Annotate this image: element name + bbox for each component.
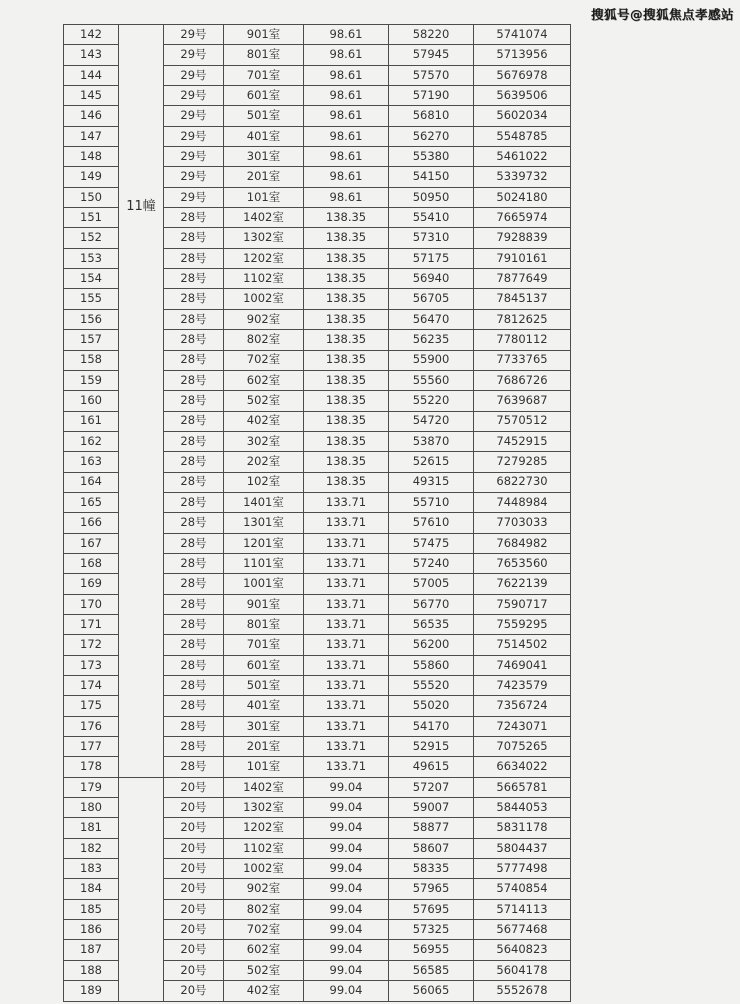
cell-area: 98.61 xyxy=(304,147,389,167)
cell-area: 99.04 xyxy=(304,899,389,919)
cell-row-no: 162 xyxy=(64,431,119,451)
cell-unit-price: 55410 xyxy=(389,208,474,228)
cell-room-no: 1302室 xyxy=(224,798,304,818)
cell-total-price: 5665781 xyxy=(474,777,571,797)
cell-total-price: 7356724 xyxy=(474,696,571,716)
cell-unit-no: 20号 xyxy=(164,859,224,879)
cell-area: 99.04 xyxy=(304,777,389,797)
cell-room-no: 902室 xyxy=(224,879,304,899)
cell-row-no: 182 xyxy=(64,838,119,858)
cell-unit-price: 59007 xyxy=(389,798,474,818)
cell-area: 133.71 xyxy=(304,513,389,533)
cell-row-no: 152 xyxy=(64,228,119,248)
cell-room-no: 801室 xyxy=(224,45,304,65)
cell-area: 99.04 xyxy=(304,960,389,980)
cell-unit-no: 28号 xyxy=(164,269,224,289)
cell-total-price: 7452915 xyxy=(474,431,571,451)
cell-total-price: 5714113 xyxy=(474,899,571,919)
cell-row-no: 148 xyxy=(64,147,119,167)
cell-area: 99.04 xyxy=(304,920,389,940)
cell-row-no: 160 xyxy=(64,391,119,411)
cell-unit-price: 56770 xyxy=(389,594,474,614)
cell-total-price: 7075265 xyxy=(474,737,571,757)
cell-unit-price: 53870 xyxy=(389,431,474,451)
cell-unit-no: 20号 xyxy=(164,960,224,980)
cell-room-no: 1101室 xyxy=(224,553,304,573)
cell-total-price: 7910161 xyxy=(474,248,571,268)
cell-total-price: 5639506 xyxy=(474,86,571,106)
cell-room-no: 502室 xyxy=(224,960,304,980)
cell-row-no: 142 xyxy=(64,25,119,45)
cell-unit-price: 55520 xyxy=(389,676,474,696)
cell-total-price: 7590717 xyxy=(474,594,571,614)
cell-unit-no: 20号 xyxy=(164,940,224,960)
cell-total-price: 5552678 xyxy=(474,981,571,1001)
cell-row-no: 147 xyxy=(64,126,119,146)
cell-row-no: 187 xyxy=(64,940,119,960)
cell-unit-price: 55560 xyxy=(389,370,474,390)
cell-building xyxy=(119,25,164,778)
cell-unit-no: 20号 xyxy=(164,920,224,940)
cell-room-no: 402室 xyxy=(224,411,304,431)
cell-unit-no: 29号 xyxy=(164,86,224,106)
cell-unit-no: 28号 xyxy=(164,696,224,716)
cell-unit-no: 28号 xyxy=(164,716,224,736)
cell-room-no: 602室 xyxy=(224,940,304,960)
cell-unit-no: 29号 xyxy=(164,147,224,167)
cell-area: 98.61 xyxy=(304,65,389,85)
cell-unit-price: 57240 xyxy=(389,553,474,573)
cell-area: 99.04 xyxy=(304,940,389,960)
cell-row-no: 159 xyxy=(64,370,119,390)
cell-unit-price: 55020 xyxy=(389,696,474,716)
cell-row-no: 178 xyxy=(64,757,119,777)
cell-room-no: 902室 xyxy=(224,309,304,329)
cell-area: 133.71 xyxy=(304,716,389,736)
cell-unit-no: 28号 xyxy=(164,635,224,655)
cell-unit-price: 56585 xyxy=(389,960,474,980)
cell-unit-no: 29号 xyxy=(164,25,224,45)
cell-row-no: 173 xyxy=(64,655,119,675)
table-row xyxy=(64,777,571,797)
cell-room-no: 1402室 xyxy=(224,208,304,228)
cell-room-no: 701室 xyxy=(224,635,304,655)
cell-unit-price: 56470 xyxy=(389,309,474,329)
cell-room-no: 1102室 xyxy=(224,269,304,289)
cell-unit-price: 58220 xyxy=(389,25,474,45)
cell-unit-price: 55380 xyxy=(389,147,474,167)
cell-room-no: 201室 xyxy=(224,167,304,187)
cell-total-price: 5713956 xyxy=(474,45,571,65)
cell-unit-no: 28号 xyxy=(164,594,224,614)
cell-total-price: 7845137 xyxy=(474,289,571,309)
cell-total-price: 7653560 xyxy=(474,553,571,573)
cell-unit-price: 56065 xyxy=(389,981,474,1001)
cell-unit-no: 29号 xyxy=(164,126,224,146)
cell-total-price: 7622139 xyxy=(474,574,571,594)
cell-unit-no: 28号 xyxy=(164,513,224,533)
cell-total-price: 7812625 xyxy=(474,309,571,329)
cell-unit-price: 55710 xyxy=(389,492,474,512)
cell-room-no: 702室 xyxy=(224,350,304,370)
cell-unit-no: 28号 xyxy=(164,452,224,472)
cell-unit-no: 20号 xyxy=(164,838,224,858)
cell-row-no: 171 xyxy=(64,614,119,634)
cell-row-no: 169 xyxy=(64,574,119,594)
cell-unit-no: 28号 xyxy=(164,676,224,696)
cell-unit-price: 56940 xyxy=(389,269,474,289)
cell-row-no: 156 xyxy=(64,309,119,329)
cell-room-no: 1202室 xyxy=(224,818,304,838)
cell-row-no: 166 xyxy=(64,513,119,533)
cell-total-price: 5741074 xyxy=(474,25,571,45)
cell-area: 138.35 xyxy=(304,391,389,411)
cell-total-price: 7733765 xyxy=(474,350,571,370)
cell-total-price: 5676978 xyxy=(474,65,571,85)
cell-room-no: 501室 xyxy=(224,106,304,126)
cell-unit-price: 56235 xyxy=(389,330,474,350)
cell-total-price: 5740854 xyxy=(474,879,571,899)
cell-total-price: 7928839 xyxy=(474,228,571,248)
cell-row-no: 176 xyxy=(64,716,119,736)
cell-room-no: 401室 xyxy=(224,696,304,716)
cell-area: 99.04 xyxy=(304,798,389,818)
cell-row-no: 175 xyxy=(64,696,119,716)
cell-unit-price: 57475 xyxy=(389,533,474,553)
cell-area: 133.71 xyxy=(304,574,389,594)
cell-room-no: 501室 xyxy=(224,676,304,696)
cell-room-no: 1202室 xyxy=(224,248,304,268)
cell-row-no: 170 xyxy=(64,594,119,614)
cell-room-no: 602室 xyxy=(224,370,304,390)
cell-room-no: 1302室 xyxy=(224,228,304,248)
cell-unit-price: 56955 xyxy=(389,940,474,960)
cell-total-price: 7514502 xyxy=(474,635,571,655)
cell-unit-price: 58607 xyxy=(389,838,474,858)
cell-total-price: 5640823 xyxy=(474,940,571,960)
cell-area: 99.04 xyxy=(304,818,389,838)
cell-area: 133.71 xyxy=(304,757,389,777)
cell-total-price: 5777498 xyxy=(474,859,571,879)
cell-area: 138.35 xyxy=(304,309,389,329)
cell-unit-price: 56270 xyxy=(389,126,474,146)
cell-row-no: 165 xyxy=(64,492,119,512)
cell-total-price: 5602034 xyxy=(474,106,571,126)
cell-total-price: 7469041 xyxy=(474,655,571,675)
cell-total-price: 7780112 xyxy=(474,330,571,350)
cell-unit-price: 56810 xyxy=(389,106,474,126)
cell-area: 99.04 xyxy=(304,838,389,858)
cell-area: 98.61 xyxy=(304,167,389,187)
cell-unit-price: 54170 xyxy=(389,716,474,736)
cell-unit-no: 20号 xyxy=(164,798,224,818)
cell-total-price: 5844053 xyxy=(474,798,571,818)
cell-area: 138.35 xyxy=(304,289,389,309)
cell-area: 133.71 xyxy=(304,533,389,553)
cell-area: 98.61 xyxy=(304,126,389,146)
cell-area: 98.61 xyxy=(304,106,389,126)
cell-room-no: 601室 xyxy=(224,86,304,106)
cell-row-no: 179 xyxy=(64,777,119,797)
cell-row-no: 154 xyxy=(64,269,119,289)
cell-room-no: 1401室 xyxy=(224,492,304,512)
cell-total-price: 7448984 xyxy=(474,492,571,512)
cell-unit-no: 20号 xyxy=(164,818,224,838)
cell-room-no: 301室 xyxy=(224,716,304,736)
cell-total-price: 5831178 xyxy=(474,818,571,838)
cell-unit-no: 28号 xyxy=(164,289,224,309)
cell-area: 138.35 xyxy=(304,330,389,350)
cell-row-no: 157 xyxy=(64,330,119,350)
cell-unit-price: 56535 xyxy=(389,614,474,634)
cell-area: 138.35 xyxy=(304,472,389,492)
cell-area: 133.71 xyxy=(304,696,389,716)
cell-unit-no: 28号 xyxy=(164,431,224,451)
cell-area: 138.35 xyxy=(304,411,389,431)
cell-total-price: 7423579 xyxy=(474,676,571,696)
cell-area: 133.71 xyxy=(304,492,389,512)
table-row xyxy=(64,25,571,45)
cell-area: 98.61 xyxy=(304,45,389,65)
cell-area: 98.61 xyxy=(304,25,389,45)
cell-row-no: 163 xyxy=(64,452,119,472)
cell-unit-no: 28号 xyxy=(164,228,224,248)
cell-total-price: 5604178 xyxy=(474,960,571,980)
cell-unit-no: 20号 xyxy=(164,899,224,919)
cell-unit-price: 56705 xyxy=(389,289,474,309)
cell-row-no: 189 xyxy=(64,981,119,1001)
cell-room-no: 802室 xyxy=(224,330,304,350)
cell-unit-price: 54150 xyxy=(389,167,474,187)
cell-total-price: 7703033 xyxy=(474,513,571,533)
cell-unit-price: 57310 xyxy=(389,228,474,248)
cell-room-no: 1002室 xyxy=(224,859,304,879)
cell-unit-no: 20号 xyxy=(164,981,224,1001)
cell-row-no: 174 xyxy=(64,676,119,696)
cell-row-no: 188 xyxy=(64,960,119,980)
cell-room-no: 1201室 xyxy=(224,533,304,553)
cell-unit-price: 57945 xyxy=(389,45,474,65)
cell-total-price: 7279285 xyxy=(474,452,571,472)
cell-row-no: 167 xyxy=(64,533,119,553)
cell-row-no: 149 xyxy=(64,167,119,187)
cell-unit-price: 55900 xyxy=(389,350,474,370)
cell-unit-price: 54720 xyxy=(389,411,474,431)
cell-room-no: 101室 xyxy=(224,187,304,207)
cell-unit-no: 20号 xyxy=(164,879,224,899)
cell-room-no: 401室 xyxy=(224,126,304,146)
cell-unit-price: 49315 xyxy=(389,472,474,492)
cell-area: 133.71 xyxy=(304,614,389,634)
cell-building xyxy=(119,777,164,1001)
cell-unit-no: 28号 xyxy=(164,248,224,268)
cell-row-no: 143 xyxy=(64,45,119,65)
cell-total-price: 5677468 xyxy=(474,920,571,940)
cell-unit-no: 28号 xyxy=(164,614,224,634)
cell-room-no: 201室 xyxy=(224,737,304,757)
cell-unit-price: 50950 xyxy=(389,187,474,207)
price-table-body xyxy=(64,25,571,1002)
cell-unit-price: 49615 xyxy=(389,757,474,777)
cell-unit-price: 57175 xyxy=(389,248,474,268)
cell-unit-price: 55860 xyxy=(389,655,474,675)
cell-room-no: 1102室 xyxy=(224,838,304,858)
cell-unit-no: 29号 xyxy=(164,187,224,207)
cell-row-no: 150 xyxy=(64,187,119,207)
cell-unit-price: 57610 xyxy=(389,513,474,533)
watermark-text: 搜狐号@搜狐焦点孝感站 xyxy=(590,7,734,22)
cell-row-no: 153 xyxy=(64,248,119,268)
cell-row-no: 144 xyxy=(64,65,119,85)
cell-unit-no: 28号 xyxy=(164,655,224,675)
cell-unit-price: 57325 xyxy=(389,920,474,940)
cell-area: 138.35 xyxy=(304,228,389,248)
cell-total-price: 7570512 xyxy=(474,411,571,431)
cell-unit-no: 28号 xyxy=(164,350,224,370)
cell-room-no: 701室 xyxy=(224,65,304,85)
cell-unit-price: 57965 xyxy=(389,879,474,899)
cell-unit-price: 58335 xyxy=(389,859,474,879)
cell-unit-no: 28号 xyxy=(164,472,224,492)
cell-room-no: 702室 xyxy=(224,920,304,940)
cell-room-no: 301室 xyxy=(224,147,304,167)
cell-total-price: 5461022 xyxy=(474,147,571,167)
cell-room-no: 1301室 xyxy=(224,513,304,533)
cell-room-no: 801室 xyxy=(224,614,304,634)
cell-total-price: 5024180 xyxy=(474,187,571,207)
cell-room-no: 1002室 xyxy=(224,289,304,309)
cell-unit-no: 28号 xyxy=(164,370,224,390)
cell-total-price: 7243071 xyxy=(474,716,571,736)
cell-area: 138.35 xyxy=(304,431,389,451)
cell-area: 133.71 xyxy=(304,737,389,757)
cell-row-no: 164 xyxy=(64,472,119,492)
cell-total-price: 7686726 xyxy=(474,370,571,390)
cell-area: 133.71 xyxy=(304,676,389,696)
cell-unit-no: 28号 xyxy=(164,411,224,431)
cell-area: 138.35 xyxy=(304,248,389,268)
cell-row-no: 185 xyxy=(64,899,119,919)
cell-total-price: 7559295 xyxy=(474,614,571,634)
cell-total-price: 6634022 xyxy=(474,757,571,777)
cell-total-price: 6822730 xyxy=(474,472,571,492)
cell-unit-no: 29号 xyxy=(164,167,224,187)
cell-unit-no: 28号 xyxy=(164,391,224,411)
cell-total-price: 7684982 xyxy=(474,533,571,553)
cell-row-no: 146 xyxy=(64,106,119,126)
cell-room-no: 1402室 xyxy=(224,777,304,797)
cell-row-no: 161 xyxy=(64,411,119,431)
cell-unit-no: 28号 xyxy=(164,574,224,594)
cell-row-no: 180 xyxy=(64,798,119,818)
cell-total-price: 7665974 xyxy=(474,208,571,228)
cell-room-no: 101室 xyxy=(224,757,304,777)
cell-row-no: 184 xyxy=(64,879,119,899)
cell-unit-no: 29号 xyxy=(164,45,224,65)
cell-unit-no: 28号 xyxy=(164,553,224,573)
cell-area: 99.04 xyxy=(304,981,389,1001)
cell-room-no: 601室 xyxy=(224,655,304,675)
cell-total-price: 7877649 xyxy=(474,269,571,289)
cell-unit-price: 52615 xyxy=(389,452,474,472)
cell-unit-price: 57695 xyxy=(389,899,474,919)
cell-row-no: 181 xyxy=(64,818,119,838)
cell-unit-no: 28号 xyxy=(164,737,224,757)
cell-area: 138.35 xyxy=(304,370,389,390)
cell-room-no: 901室 xyxy=(224,594,304,614)
cell-area: 138.35 xyxy=(304,269,389,289)
cell-area: 133.71 xyxy=(304,635,389,655)
cell-unit-no: 28号 xyxy=(164,757,224,777)
cell-total-price: 7639687 xyxy=(474,391,571,411)
cell-unit-no: 20号 xyxy=(164,777,224,797)
cell-unit-price: 57207 xyxy=(389,777,474,797)
cell-unit-price: 57570 xyxy=(389,65,474,85)
cell-row-no: 177 xyxy=(64,737,119,757)
cell-area: 138.35 xyxy=(304,350,389,370)
cell-room-no: 302室 xyxy=(224,431,304,451)
cell-unit-no: 28号 xyxy=(164,533,224,553)
cell-room-no: 202室 xyxy=(224,452,304,472)
cell-unit-price: 57190 xyxy=(389,86,474,106)
cell-area: 138.35 xyxy=(304,452,389,472)
cell-unit-no: 28号 xyxy=(164,208,224,228)
cell-row-no: 145 xyxy=(64,86,119,106)
cell-unit-no: 29号 xyxy=(164,65,224,85)
cell-row-no: 158 xyxy=(64,350,119,370)
cell-area: 99.04 xyxy=(304,879,389,899)
cell-unit-price: 58877 xyxy=(389,818,474,838)
cell-unit-price: 55220 xyxy=(389,391,474,411)
cell-total-price: 5548785 xyxy=(474,126,571,146)
cell-area: 133.71 xyxy=(304,553,389,573)
cell-unit-no: 28号 xyxy=(164,330,224,350)
cell-room-no: 1001室 xyxy=(224,574,304,594)
cell-area: 133.71 xyxy=(304,594,389,614)
price-table xyxy=(63,24,571,1002)
cell-row-no: 168 xyxy=(64,553,119,573)
cell-room-no: 901室 xyxy=(224,25,304,45)
cell-area: 133.71 xyxy=(304,655,389,675)
cell-room-no: 402室 xyxy=(224,981,304,1001)
cell-total-price: 5804437 xyxy=(474,838,571,858)
cell-row-no: 186 xyxy=(64,920,119,940)
cell-room-no: 102室 xyxy=(224,472,304,492)
cell-unit-no: 28号 xyxy=(164,492,224,512)
cell-unit-price: 57005 xyxy=(389,574,474,594)
cell-area: 138.35 xyxy=(304,208,389,228)
cell-row-no: 151 xyxy=(64,208,119,228)
cell-row-no: 155 xyxy=(64,289,119,309)
cell-area: 98.61 xyxy=(304,187,389,207)
cell-room-no: 802室 xyxy=(224,899,304,919)
cell-room-no: 502室 xyxy=(224,391,304,411)
building-label: 11幢 xyxy=(126,199,156,214)
cell-unit-price: 56200 xyxy=(389,635,474,655)
cell-unit-price: 52915 xyxy=(389,737,474,757)
cell-row-no: 172 xyxy=(64,635,119,655)
cell-area: 99.04 xyxy=(304,859,389,879)
cell-unit-no: 28号 xyxy=(164,309,224,329)
cell-row-no: 183 xyxy=(64,859,119,879)
cell-unit-no: 29号 xyxy=(164,106,224,126)
cell-area: 98.61 xyxy=(304,86,389,106)
cell-total-price: 5339732 xyxy=(474,167,571,187)
